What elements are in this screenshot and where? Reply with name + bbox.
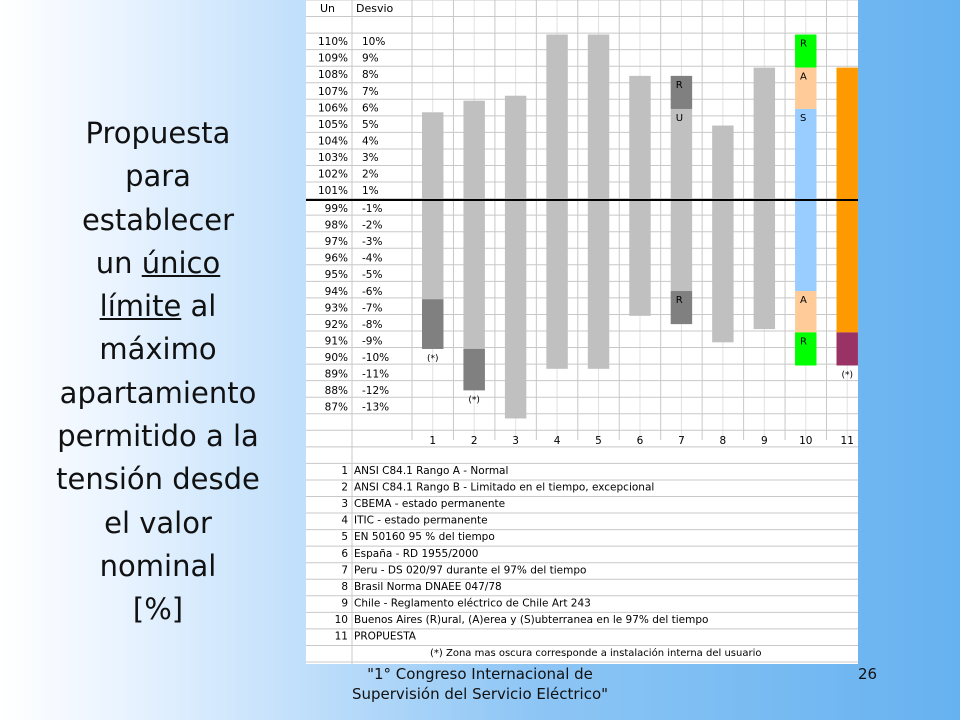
y-label-desvio: -12% (362, 385, 390, 398)
legend-text: Buenos Aires (R)ural, (A)erea y (S)ubterranea en le 97% del tiempo (354, 613, 709, 626)
legend-text: España - RD 1955/2000 (354, 547, 479, 560)
footer-line-2: Supervisión del Servicio Eléctrico" (351, 685, 609, 703)
title-line (40, 112, 276, 155)
bar-segment-label: S (800, 112, 807, 124)
category-label: 1 (429, 435, 437, 447)
title-underlined-word: límite (99, 289, 182, 324)
y-label-un: 110% (317, 36, 348, 49)
y-label-desvio: 4% (362, 135, 379, 148)
y-label-desvio: -1% (362, 203, 383, 215)
header-desvio: Desvio (356, 2, 394, 15)
legend-number: 5 (341, 531, 348, 544)
category-label: 8 (719, 435, 727, 447)
bar-segment-label: R (675, 79, 683, 91)
y-label-un: 104% (317, 135, 348, 148)
footer-line-1: "1° Congreso Internacional de (367, 665, 593, 683)
bar-segment-label: R (800, 38, 808, 50)
voltage-limits-chart (306, 0, 858, 664)
title-text: [%] (132, 592, 184, 627)
y-label-un: 93% (324, 302, 348, 315)
bar-dark-zone (422, 299, 443, 349)
bar (546, 35, 567, 369)
bar (629, 76, 650, 316)
legend-number: 11 (334, 630, 348, 643)
bar-note: (*) (468, 395, 480, 406)
y-label-un: 103% (317, 151, 348, 164)
title-line (40, 155, 276, 198)
y-label-un: 90% (324, 351, 348, 364)
legend-text: Brasil Norma DNAEE 047/78 (354, 580, 502, 593)
y-label-un: 98% (324, 219, 348, 232)
y-label-un: 91% (324, 335, 348, 348)
bar-segment-label: R (675, 295, 683, 307)
y-label-desvio: -8% (362, 318, 383, 331)
y-label-desvio: 10% (362, 36, 386, 49)
bar-segment-label: A (800, 295, 807, 307)
y-label-un: 106% (317, 102, 348, 115)
category-label: 2 (470, 435, 478, 447)
y-label-un: 108% (317, 69, 348, 82)
bar (754, 68, 775, 329)
y-label-un: 96% (324, 252, 348, 265)
y-label-desvio: -9% (362, 335, 383, 348)
category-label: 3 (512, 435, 519, 447)
y-label-desvio: 6% (362, 102, 379, 115)
y-label-un: 97% (324, 236, 348, 249)
y-label-desvio: 7% (362, 85, 379, 98)
legend-number: 6 (341, 547, 348, 560)
title-text: máximo (99, 332, 217, 367)
title-text: nominal (99, 548, 217, 583)
title-text: establecer (81, 202, 235, 237)
category-label: 4 (553, 435, 561, 447)
bar (505, 96, 526, 419)
title-line (40, 199, 276, 242)
title-text: permitido a la (57, 419, 259, 454)
chart-svg (306, 0, 858, 664)
y-label-desvio: -11% (362, 368, 390, 381)
page-number: 26 (858, 665, 878, 683)
category-label: 7 (678, 435, 685, 447)
bar-segment-label: A (800, 71, 807, 83)
bar (712, 126, 733, 343)
y-label-desvio: -13% (362, 401, 390, 414)
title-line (40, 415, 276, 458)
category-label: 11 (840, 435, 854, 447)
title-text: un (95, 245, 142, 280)
title-text: al (181, 289, 217, 324)
legend-number: 3 (341, 498, 348, 511)
title-text: el valor (104, 505, 212, 540)
title-line (40, 328, 276, 371)
y-label-un: 95% (324, 269, 348, 282)
y-label-desvio: -10% (362, 351, 390, 364)
title-text: para (125, 159, 191, 194)
category-label: 5 (595, 435, 602, 447)
legend-text: ANSI C84.1 Rango A - Normal (354, 465, 509, 477)
legend-text: ANSI C84.1 Rango B - Limitado en el tiempo, excepcional (354, 481, 655, 494)
y-label-un: 105% (317, 118, 348, 131)
legend-number: 8 (341, 580, 348, 593)
legend-number: 7 (341, 564, 348, 577)
y-label-un: 89% (324, 368, 348, 381)
legend-text: EN 50160 95 % del tiempo (354, 531, 495, 544)
title-text: Propuesta (85, 116, 231, 150)
title-text: tensión desde (56, 462, 260, 497)
y-label-un: 88% (324, 385, 348, 398)
bar (588, 35, 609, 369)
legend-number: 1 (341, 465, 348, 477)
bar-note: (*) (841, 370, 853, 381)
legend-number: 4 (341, 514, 348, 527)
bar-segment (837, 332, 858, 365)
y-label-un: 87% (324, 401, 348, 414)
bar-dark-zone (463, 349, 484, 390)
footer (340, 664, 620, 704)
y-label-un: 102% (317, 168, 348, 181)
category-label: 9 (760, 435, 768, 447)
y-label-un: 99% (324, 203, 348, 215)
bar (463, 101, 484, 391)
title-line (40, 458, 276, 501)
y-label-desvio: 3% (362, 151, 379, 164)
title-line (40, 545, 276, 588)
bar-note: (*) (426, 353, 439, 364)
title-line (40, 588, 276, 631)
y-label-desvio: 2% (362, 168, 379, 181)
y-label-desvio: -5% (362, 269, 383, 282)
y-label-desvio: -3% (362, 236, 383, 249)
bar-segment-label: R (800, 336, 808, 348)
y-label-un: 101% (317, 185, 348, 198)
y-label-desvio: -2% (362, 219, 383, 232)
y-label-un: 109% (317, 52, 348, 65)
slide-title (40, 112, 276, 632)
y-label-desvio: 1% (362, 185, 379, 198)
y-label-un: 94% (324, 285, 348, 298)
title-text: apartamiento (59, 375, 257, 410)
title-line (40, 502, 276, 545)
category-label: 6 (636, 435, 644, 447)
legend-number: 9 (341, 597, 348, 610)
title-underlined-word: único (141, 245, 221, 280)
legend-number: 2 (341, 481, 348, 494)
category-label: 10 (799, 435, 813, 447)
y-label-desvio: 9% (362, 52, 379, 65)
y-label-desvio: -4% (362, 252, 383, 265)
legend-text: ITIC - estado permanente (354, 514, 488, 527)
header-un: Un (320, 2, 336, 15)
footnote: (*) Zona mas oscura corresponde a instalación interna del usuario (430, 648, 762, 659)
legend-text: Chile - Reglamento eléctrico de Chile Art 243 (354, 597, 591, 610)
legend-text: PROPUESTA (354, 630, 416, 643)
y-label-un: 92% (324, 318, 348, 331)
title-line (40, 242, 276, 285)
title-line (40, 285, 276, 328)
legend-text: CBEMA - estado permanente (354, 498, 506, 511)
legend-number: 10 (334, 613, 348, 626)
title-line (40, 372, 276, 415)
legend-text: Peru - DS 020/97 durante el 97% del tiempo (354, 564, 587, 577)
y-label-desvio: -7% (362, 302, 383, 315)
y-label-desvio: -6% (362, 285, 383, 298)
y-label-un: 107% (317, 85, 348, 98)
y-label-desvio: 8% (362, 69, 379, 82)
y-label-desvio: 5% (362, 118, 379, 131)
bar-segment-label: U (675, 112, 684, 124)
